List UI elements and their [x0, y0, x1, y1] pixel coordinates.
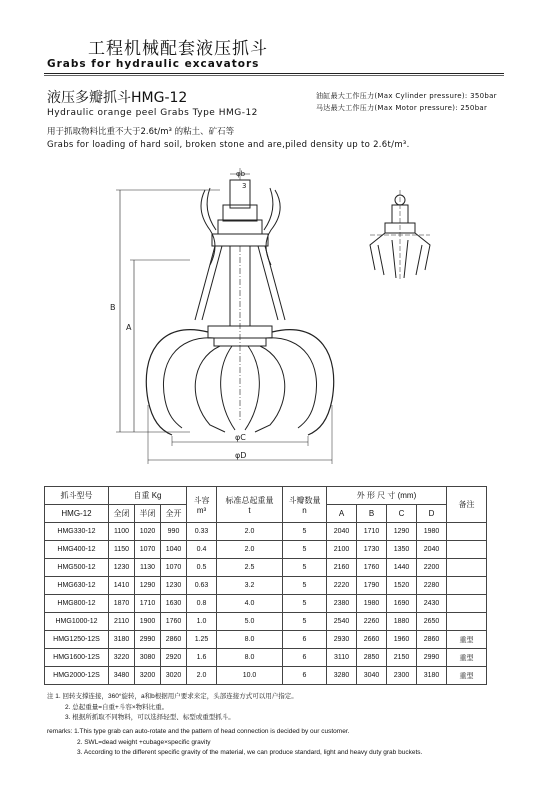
table-cell: 重型 — [447, 631, 487, 649]
table-cell: 1690 — [387, 595, 417, 613]
table-cell: 3110 — [327, 649, 357, 667]
table-row — [45, 595, 487, 613]
model-cell: HMG630-12 — [45, 577, 109, 595]
pressure-cylinder: 油缸最大工作压力(Max Cylinder pressure): 350bar — [316, 92, 497, 100]
header-w-open: 全开 — [161, 505, 187, 523]
grab-technical-drawing — [90, 160, 450, 480]
table-cell: 990 — [161, 523, 187, 541]
table-cell: 1.6 — [187, 649, 217, 667]
table-cell: 5 — [283, 559, 327, 577]
table-cell: 3180 — [109, 631, 135, 649]
table-cell: 2860 — [417, 631, 447, 649]
table-row — [45, 613, 487, 631]
table-cell: 1230 — [109, 559, 135, 577]
note-en-2: 2. SWL=dead weight +cubage×specific gravity — [77, 738, 211, 746]
table-cell: 2990 — [135, 631, 161, 649]
table-cell: 2.0 — [187, 667, 217, 685]
table-cell: 2260 — [357, 613, 387, 631]
header-model: 抓斗型号 — [45, 487, 109, 505]
header-dim-a: A — [327, 505, 357, 523]
header-title-cn: 工程机械配套液压抓斗 — [88, 39, 268, 59]
label-phi-b: φb — [236, 170, 246, 178]
notes-cn — [47, 692, 298, 724]
table-cell: 2160 — [327, 559, 357, 577]
table-cell: 2040 — [417, 541, 447, 559]
table-cell: 1.0 — [187, 613, 217, 631]
table-cell: 1760 — [357, 559, 387, 577]
usage-en: Grabs for loading of hard soil, broken stone and are,piled density up to 2.6t/m³. — [47, 140, 410, 150]
table-cell: 6 — [283, 631, 327, 649]
table-cell: 1900 — [135, 613, 161, 631]
table-cell: 2.0 — [217, 541, 283, 559]
notes-en — [47, 727, 422, 759]
table-cell: 1230 — [161, 577, 187, 595]
table-cell: 3180 — [417, 667, 447, 685]
model-cell: HMG800-12 — [45, 595, 109, 613]
table-cell: 2540 — [327, 613, 357, 631]
table-cell — [447, 613, 487, 631]
note-cn-3: 3. 根据所抓取不同物料，可以选择轻型、标型或重型抓斗。 — [65, 714, 235, 721]
table-cell: 2660 — [357, 631, 387, 649]
table-cell: 1520 — [387, 577, 417, 595]
header-dims: 外 形 尺 寸 (mm) — [327, 487, 447, 505]
product-name-en: Hydraulic orange peel Grabs Type HMG-12 — [47, 108, 258, 118]
header-title-en: Grabs for hydraulic excavators — [47, 58, 260, 70]
table-cell: 1630 — [161, 595, 187, 613]
header-load: 标准总起重量 t — [217, 487, 283, 523]
table-cell: 2220 — [327, 577, 357, 595]
label-phi-d: φD — [235, 451, 247, 460]
header-dim-d: D — [417, 505, 447, 523]
table-cell: 1980 — [417, 523, 447, 541]
table-cell: 1100 — [109, 523, 135, 541]
header-weight: 自重 Kg — [109, 487, 187, 505]
model-cell: HMG1250-12S — [45, 631, 109, 649]
model-cell: HMG1600-12S — [45, 649, 109, 667]
table-cell: 2850 — [357, 649, 387, 667]
model-cell: HMG1000-12 — [45, 613, 109, 631]
table-cell: 1980 — [357, 595, 387, 613]
table-cell: 1150 — [109, 541, 135, 559]
table-cell: 3480 — [109, 667, 135, 685]
spec-table-body — [45, 523, 487, 685]
table-cell: 5 — [283, 595, 327, 613]
table-cell: 3040 — [357, 667, 387, 685]
table-cell: 重型 — [447, 667, 487, 685]
table-cell: 1440 — [387, 559, 417, 577]
note-en-3: 3. According to the different specific gravity of the material, we can produce standard, light and heavy duty grab buckets. — [77, 749, 423, 756]
table-cell: 1350 — [387, 541, 417, 559]
table-cell: 1960 — [387, 631, 417, 649]
model-cell: HMG400-12 — [45, 541, 109, 559]
table-cell: 5 — [283, 523, 327, 541]
table-cell — [447, 559, 487, 577]
table-cell: 3200 — [135, 667, 161, 685]
label-3: 3 — [242, 182, 247, 190]
table-cell: 0.63 — [187, 577, 217, 595]
table-cell: 3080 — [135, 649, 161, 667]
table-row — [45, 667, 487, 685]
table-cell: 1290 — [135, 577, 161, 595]
table-cell: 6 — [283, 667, 327, 685]
table-cell: 3220 — [109, 649, 135, 667]
note-en-1: remarks: 1.This type grab can auto-rotate and the pattern of head connection is decided by our customer. — [47, 728, 350, 735]
table-row — [45, 649, 487, 667]
table-cell: 2380 — [327, 595, 357, 613]
table-cell: 1070 — [135, 541, 161, 559]
table-cell: 0.8 — [187, 595, 217, 613]
table-cell: 4.0 — [217, 595, 283, 613]
table-cell: 2300 — [387, 667, 417, 685]
pressure-motor: 马达最大工作压力(Max Motor pressure): 250bar — [316, 104, 488, 112]
model-cell: HMG2000-12S — [45, 667, 109, 685]
header-dim-b: B — [357, 505, 387, 523]
table-cell: 2150 — [387, 649, 417, 667]
table-cell: 1410 — [109, 577, 135, 595]
table-cell: 3280 — [327, 667, 357, 685]
table-row — [45, 577, 487, 595]
table-cell: 1290 — [387, 523, 417, 541]
table-cell: 1040 — [161, 541, 187, 559]
usage-cn: 用于抓取物料比重不大于2.6t/m³ 的粘土、矿石等 — [47, 127, 235, 137]
table-row — [45, 523, 487, 541]
table-cell — [447, 523, 487, 541]
table-cell: 2650 — [417, 613, 447, 631]
table-cell — [447, 577, 487, 595]
table-row — [45, 541, 487, 559]
table-cell — [447, 541, 487, 559]
model-cell: HMG500-12 — [45, 559, 109, 577]
table-cell: 2200 — [417, 559, 447, 577]
table-cell: 1760 — [161, 613, 187, 631]
table-cell: 1790 — [357, 577, 387, 595]
table-cell: 1070 — [161, 559, 187, 577]
label-dim-a: A — [126, 323, 132, 332]
table-cell: 5 — [283, 577, 327, 595]
table-row — [45, 631, 487, 649]
table-cell: 2280 — [417, 577, 447, 595]
table-cell: 2860 — [161, 631, 187, 649]
table-cell: 2100 — [327, 541, 357, 559]
grab-side-view — [370, 190, 430, 280]
table-row — [45, 559, 487, 577]
table-cell: 2430 — [417, 595, 447, 613]
table-cell: 0.4 — [187, 541, 217, 559]
label-phi-c: φC — [235, 433, 246, 442]
table-cell: 2040 — [327, 523, 357, 541]
table-cell: 2920 — [161, 649, 187, 667]
table-cell: 3020 — [161, 667, 187, 685]
table-cell: 2930 — [327, 631, 357, 649]
table-cell: 5.0 — [217, 613, 283, 631]
table-cell: 2990 — [417, 649, 447, 667]
table-cell: 0.5 — [187, 559, 217, 577]
header-dim-c: C — [387, 505, 417, 523]
table-cell: 1730 — [357, 541, 387, 559]
header-volume: 斗容 m³ — [187, 487, 217, 523]
table-cell: 6 — [283, 649, 327, 667]
table-cell: 0.33 — [187, 523, 217, 541]
table-cell: 1.25 — [187, 631, 217, 649]
table-cell: 3.2 — [217, 577, 283, 595]
product-name-cn: 液压多瓣抓斗HMG-12 — [47, 90, 188, 106]
model-cell: HMG330-12 — [45, 523, 109, 541]
table-cell: 1870 — [109, 595, 135, 613]
note-cn-2: 2. 总起重量=自重+斗容×物料比重。 — [65, 703, 169, 711]
header-rule — [44, 73, 504, 74]
table-cell: 8.0 — [217, 631, 283, 649]
grab-front-view — [116, 168, 334, 464]
table-cell: 10.0 — [217, 667, 283, 685]
header-rule-thin — [44, 75, 504, 76]
table-cell: 1130 — [135, 559, 161, 577]
table-cell — [447, 595, 487, 613]
spec-table — [44, 486, 487, 685]
note-cn-1: 注 1. 回转支撑连接，360°旋转，a和b根据用户要求来定，头部连接方式可以用户指定。 — [47, 693, 298, 700]
table-cell: 1710 — [357, 523, 387, 541]
header-jaws: 斗瓣数量 n — [283, 487, 327, 523]
header-w-half: 半闭 — [135, 505, 161, 523]
table-cell: 2110 — [109, 613, 135, 631]
table-cell: 重型 — [447, 649, 487, 667]
table-cell: 2.0 — [217, 523, 283, 541]
table-cell: 1710 — [135, 595, 161, 613]
header-w-close: 全闭 — [109, 505, 135, 523]
table-cell: 8.0 — [217, 649, 283, 667]
table-cell: 2.5 — [217, 559, 283, 577]
label-dim-b: B — [110, 303, 116, 312]
header-model-sub: HMG-12 — [45, 505, 109, 523]
header-remark: 备注 — [447, 487, 487, 523]
table-cell: 5 — [283, 541, 327, 559]
table-cell: 1880 — [387, 613, 417, 631]
table-cell: 5 — [283, 613, 327, 631]
table-cell: 1020 — [135, 523, 161, 541]
